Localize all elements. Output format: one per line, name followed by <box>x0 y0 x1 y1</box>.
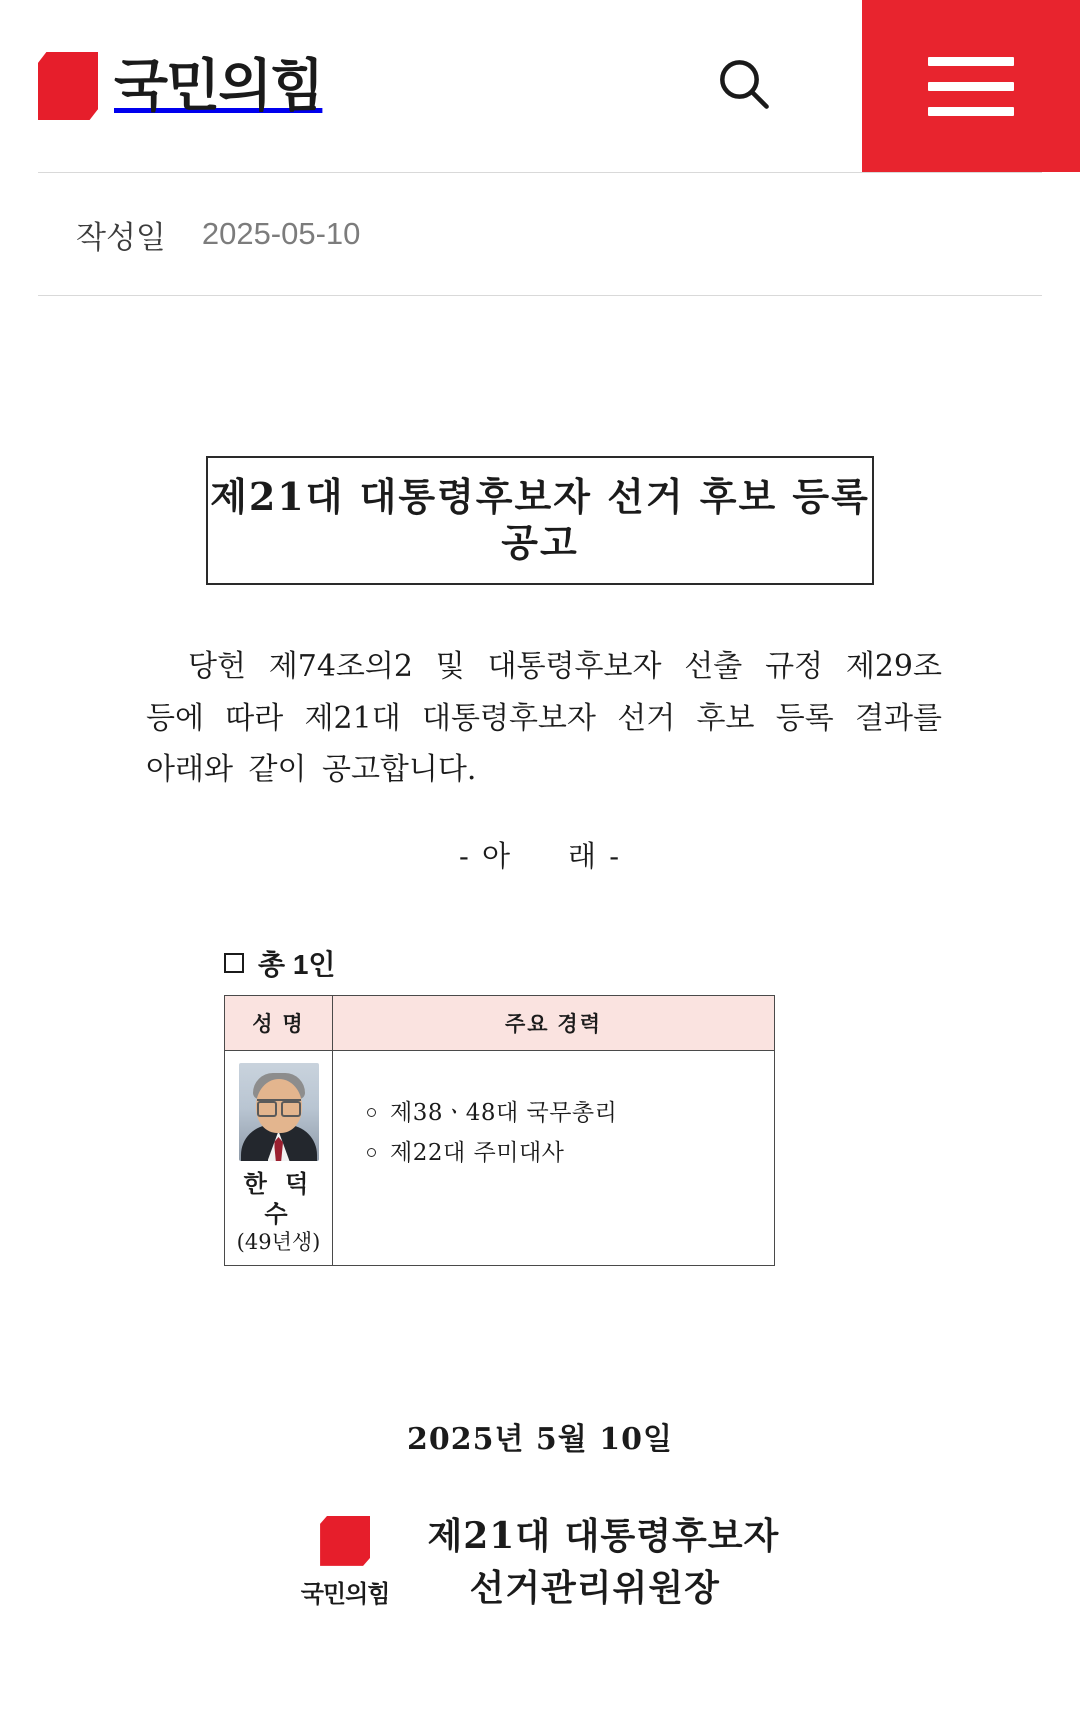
candidate-count-text: 총 1인 <box>258 948 336 980</box>
circle-bullet-icon <box>367 1108 376 1117</box>
signature-title-line1: 제21대 대통령후보자 <box>427 1515 780 1558</box>
search-button[interactable] <box>710 50 778 118</box>
menu-button[interactable] <box>862 0 1080 172</box>
table-header-row <box>225 995 775 1050</box>
career-item <box>367 1133 774 1173</box>
site-header <box>0 0 1080 172</box>
site-logo-text: 국민의힘 <box>114 54 323 117</box>
candidate-count-heading <box>224 943 1042 983</box>
party-logo-icon <box>38 52 98 120</box>
post-date-label: 작성일 <box>76 219 166 255</box>
post-meta <box>38 172 1042 296</box>
post-date-value: 2025-05-10 <box>201 216 361 251</box>
site-logo[interactable] <box>38 52 322 120</box>
signature-title-line2: 선거관리위원장 <box>469 1567 720 1610</box>
table-row <box>225 1050 775 1265</box>
hamburger-menu-icon <box>928 41 1014 132</box>
signature-logo <box>301 1516 390 1609</box>
candidate-portrait-image <box>239 1063 319 1161</box>
career-text: 제22대 주미대사 <box>390 1140 565 1167</box>
document-title-box <box>206 456 874 585</box>
circle-bullet-icon <box>367 1148 376 1157</box>
candidate-name: 한 덕 수 <box>243 1168 314 1228</box>
candidate-birth-year: (49년생) <box>236 1229 321 1254</box>
career-text: 제38ㆍ48대 국무총리 <box>390 1099 618 1126</box>
candidate-table <box>224 995 775 1266</box>
column-header-career: 주요 경력 <box>333 995 775 1050</box>
square-bullet-icon <box>224 953 244 973</box>
arae-left-text: - 아 <box>458 838 512 873</box>
party-logo-icon <box>320 1516 370 1566</box>
career-item <box>367 1093 774 1133</box>
document-paragraph: 당헌 제74조의2 및 대통령후보자 선출 규정 제29조 등에 따라 제21대 대통령후보자 선거 후보 등록 결과를 아래와 같이 공고합니다. <box>146 649 942 788</box>
arae-divider <box>38 834 1042 875</box>
candidate-career-cell <box>333 1050 775 1265</box>
document-signature <box>38 1510 1042 1614</box>
signature-logo-text: 국민의힘 <box>300 1580 390 1608</box>
announcement-document <box>38 296 1042 1615</box>
signature-title <box>427 1510 779 1614</box>
candidate-name-cell <box>225 1050 333 1265</box>
arae-right-text: 래 - <box>568 838 622 873</box>
document-date: 2025년 5월 10일 <box>407 1422 673 1458</box>
column-header-name: 성 명 <box>225 995 333 1050</box>
search-icon <box>716 53 772 115</box>
page-title: 제21대 대통령후보자 선거 후보 등록 공고 <box>210 474 870 565</box>
